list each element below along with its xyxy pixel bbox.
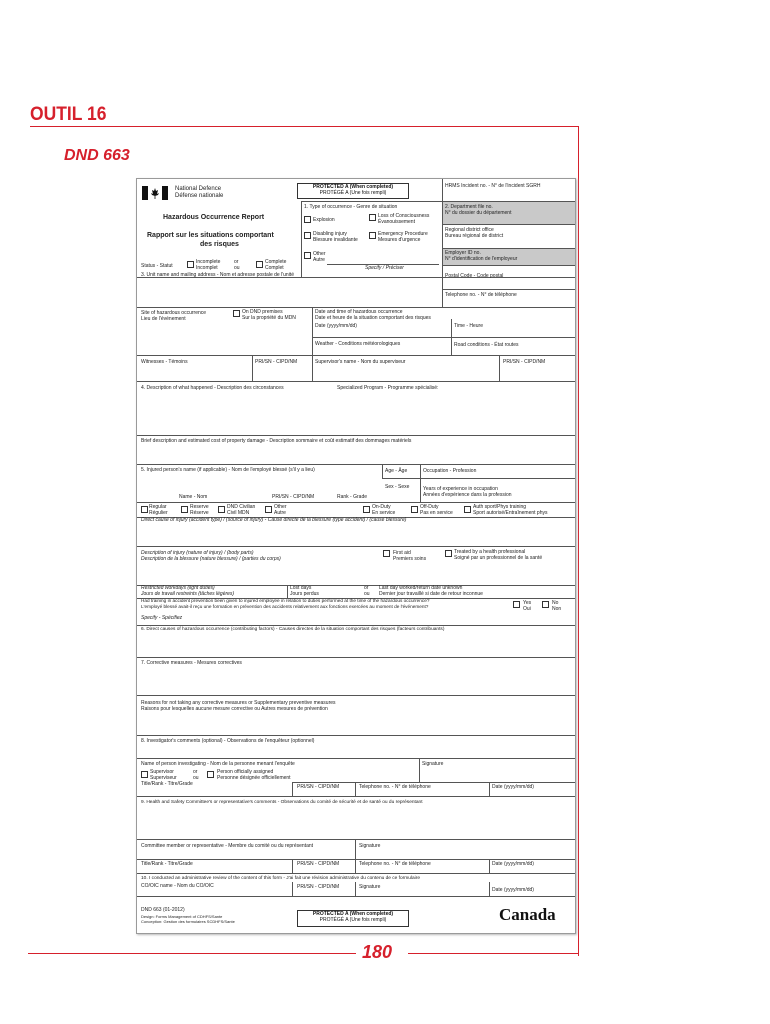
complete-checkbox[interactable]: [256, 261, 263, 268]
page-number: 180: [362, 942, 393, 962]
treated-label-1: Treated by a health professional: [454, 549, 526, 555]
canada-wordmark: Canada: [499, 905, 556, 924]
restricted-label-1: Restricted workdays (light duties): [141, 585, 215, 591]
years-exp-label-1: Years of experience in occupation: [423, 486, 498, 492]
auth-sport-label-1: Auth sport/Phys training: [473, 504, 527, 510]
dept-fr: Défense nationale: [175, 193, 224, 199]
section-label: OUTIL 16: [30, 104, 107, 125]
first-aid-label-2: Premiers soins: [393, 556, 427, 562]
or-label-2: ou: [234, 265, 240, 271]
q10-review-label: 10. I conducted an administrative review of the content of this form - J'ai fait une révision administrative du contenu de ce formulaire: [141, 876, 421, 881]
incomplete-checkbox[interactable]: [187, 261, 194, 268]
co-name-label: CO/OIC name - Nom du CO/OIC: [141, 883, 214, 889]
time-label: Time - Heure: [454, 323, 483, 329]
committee-date-label: Date (yyyy/mm/dd): [492, 861, 534, 867]
years-exp-label-2: Années d'expérience dans la profession: [423, 492, 512, 498]
witnesses-label: Witnesses - Témoins: [141, 359, 188, 365]
on-duty-label-2: En service: [372, 510, 396, 516]
yes-label-1: Yes: [523, 600, 532, 606]
regional-label-2: Bureau régional de district: [445, 233, 504, 239]
protected-footer-fr: PROTÉGÉ A (Une fois rempli): [319, 917, 387, 923]
person-officially-checkbox[interactable]: [207, 771, 214, 778]
or-lost-1: or: [364, 585, 369, 591]
investigator-phone-label: Telephone no. - N° de téléphone: [359, 784, 431, 790]
emergency-label-1: Emergency Procedure: [378, 231, 428, 237]
date-label: Date (yyyy/mm/dd): [315, 323, 357, 329]
q4-description-label: 4. Description of what happened - Description des circonstances: [141, 385, 284, 391]
q3-unit-label: 3. Unit name and mailing address - Nom et adresse postale de l'unité: [141, 272, 294, 278]
form-number-label: DND 663 (01-2012): [141, 907, 185, 913]
off-duty-label-1: Off-Duty: [420, 504, 439, 510]
last-day-label-2: Dernier jour travaillé si date de retour inconnue: [379, 591, 483, 597]
co-date-label: Date (yyyy/mm/dd): [492, 887, 534, 893]
complete-label-1: Complete: [265, 259, 287, 265]
other-label-2: Autre: [313, 257, 325, 263]
reserve-label-2: Réserve: [190, 510, 209, 516]
hazardous-occurrence-form: [136, 178, 576, 934]
training-question-1: Had training in accident prevention been given to injured employee in relation to duties performed at the time of the hazardous occurrence?: [141, 598, 430, 603]
reserve-checkbox[interactable]: [181, 506, 188, 513]
on-duty-checkbox[interactable]: [363, 506, 370, 513]
other-employee-label-2: Autre: [274, 510, 286, 516]
complete-label-2: Complet: [265, 265, 284, 271]
loss-consciousness-label-1: Loss of Consciousness: [378, 213, 430, 219]
co-signature-label: Signature: [359, 884, 381, 890]
brief-description-label: Brief description and estimated cost of property damage - Description sommaire et coût estimatif des dommages matériels: [141, 438, 412, 444]
form-code-title: DND 663: [64, 147, 130, 164]
other-occurrence-checkbox[interactable]: [304, 252, 311, 259]
loss-consciousness-checkbox[interactable]: [369, 214, 376, 221]
q9-hsc-label: 9. Health and Safety Committee's or representative's comments - Observations du comité de sécurité et de santé ou du représentant: [141, 800, 423, 805]
age-label: Age - Âge: [385, 468, 408, 474]
regular-label-2: Régulier: [149, 510, 168, 516]
no-label-1: No: [552, 600, 559, 606]
disabling-injury-checkbox[interactable]: [304, 232, 311, 239]
status-label: Status - Statut: [141, 263, 173, 269]
injured-pri-label: PRI/SN - CIPD/NM: [272, 494, 315, 500]
protected-footer: [297, 910, 409, 927]
lost-days-label-1: Lost days: [290, 585, 312, 591]
or-sup-2: ou: [193, 775, 199, 781]
emergency-label-2: Mesures d'urgence: [378, 237, 421, 243]
auth-sport-checkbox[interactable]: [464, 506, 471, 513]
dept-file-label-1: 2. Department file no.: [445, 204, 493, 210]
on-dnd-checkbox[interactable]: [233, 310, 240, 317]
investigator-date-label: Date (yyyy/mm/dd): [492, 784, 534, 790]
training-yes-checkbox[interactable]: [513, 601, 520, 608]
other-label-1: Other: [313, 251, 326, 257]
form-title-fr-2: des risques: [200, 241, 239, 248]
on-dnd-label-2: Sur la propriété du MDN: [242, 315, 296, 321]
or-label-1: or: [234, 259, 239, 265]
committee-title-label: Title/Rank - Titre/Grade: [141, 861, 193, 867]
regular-checkbox[interactable]: [141, 506, 148, 513]
explosion-label: Explosion: [313, 217, 335, 223]
protected-en: PROTECTED A (When completed): [312, 184, 394, 190]
canada-flag-icon: [142, 186, 168, 200]
employer-label-2: N° d'identification de l'employeur: [445, 256, 518, 262]
injury-description-label-1: Description of injury (nature of injury) / (body parts): [141, 550, 254, 556]
dnd-civilian-label-1: DND Civilian: [227, 504, 256, 510]
incomplete-label-2: Incomplet: [196, 265, 218, 271]
restricted-label-2: Jours de travail restreints (tâches légères): [141, 591, 235, 597]
q5-injured-label: 5. Injured person's name (if applicable) - Nom de l'employé blessé (s'il y a lieu): [141, 467, 315, 473]
yes-label-2: Oui: [523, 606, 531, 612]
injury-description-label-2: Description de la blessure (nature blessure) / (parties du corps): [141, 556, 281, 562]
protected-footer-en: PROTECTED A (When completed): [312, 911, 394, 917]
regional-label-1: Regional district office: [445, 227, 494, 233]
bottom-rule-right: [408, 953, 578, 954]
disabling-label-2: Blessure invalidante: [313, 237, 358, 243]
employer-label-1: Employer ID no.: [445, 250, 481, 256]
dept-file-label-2: N° du dossier du département: [445, 210, 512, 216]
q1-type-label: 1. Type of occurrence - Genre de situation: [304, 204, 398, 210]
form-title-en: Hazardous Occurrence Report: [163, 214, 265, 221]
on-dnd-label-1: On DND premises: [242, 309, 283, 315]
disabling-label-1: Disabling injury: [313, 231, 347, 237]
name-label: Name - Nom: [179, 494, 208, 500]
investigator-pri-label: PRI/SN - CIPD/NM: [297, 784, 340, 790]
co-pri-label: PRI/SN - CIPD/NM: [297, 884, 340, 890]
header-rule: [30, 126, 578, 127]
hrms-incident-label: HRMS Incident no. - N° de l'incident SGRH: [445, 183, 541, 189]
investigator-title-label: Title/Rank - Titre/Grade: [141, 781, 193, 787]
design-credit-1: Design: Forms Management of CDHFS/Sante: [141, 914, 223, 919]
or-sup-1: or: [193, 769, 198, 775]
committee-member-label: Committee member or representative - Membre du comité ou du représentant: [141, 843, 314, 849]
person-investigating-label: Name of person investigating - Nom de la personne menant l'enquête: [141, 761, 295, 767]
date-time-label-2: Date et heure de la situation comportant des risques: [315, 315, 431, 321]
first-aid-checkbox[interactable]: [383, 550, 390, 557]
treated-label-2: Soigné par un professionnel de la santé: [454, 555, 543, 561]
direct-cause-label: Direct cause of injury (accident type) / (source of injury) - Cause directe de la blessure (type accident) / (cause blessure): [141, 517, 407, 523]
training-question-2: L'employé blessé avait-il reçu une formation en prévention des accidents relativement aux fonctions exercées au moment de l'événement?: [141, 604, 429, 609]
incomplete-label-1: Incomplete: [196, 259, 221, 265]
investigator-signature-label: Signature: [422, 761, 444, 767]
specify-label: Specify / Préciser: [365, 265, 404, 271]
sex-label: Sex - Sexe: [385, 484, 410, 490]
q7-corrective-label: 7. Corrective measures - Mesures correctives: [141, 660, 242, 666]
q8-investigator-label: 8. Investigator's comments (optional) - Observations de l'enquêteur (optionnel): [141, 738, 315, 744]
person-officially-label-2: Personne désignée officiellement: [217, 775, 291, 781]
committee-pri-label: PRI/SN - CIPD/NM: [297, 861, 340, 867]
postal-code-label: Postal Code - Code postal: [445, 273, 504, 279]
first-aid-label-1: First aid: [393, 550, 411, 556]
supervisor-label-1: Supervisor: [150, 769, 174, 775]
site-label-2: Lieu de l'événement: [141, 316, 186, 322]
training-no-checkbox[interactable]: [542, 601, 549, 608]
dnd-civilian-checkbox[interactable]: [218, 506, 225, 513]
supervisor-name-label: Supervisor's name - Nom du superviseur: [315, 359, 406, 365]
supervisor-label-2: Superviseur: [150, 775, 177, 781]
protected-fr: PROTÉGÉ A (Une fois rempli): [319, 190, 387, 196]
rank-label: Rank - Grade: [337, 494, 368, 500]
protected-header: [297, 183, 409, 199]
occupation-label: Occupation - Profession: [423, 468, 477, 474]
person-officially-label-1: Person officially assigned: [217, 769, 274, 775]
committee-phone-label: Telephone no. - N° de téléphone: [359, 861, 431, 867]
on-duty-label-1: On-Duty: [372, 504, 391, 510]
dept-en: National Defence: [175, 186, 222, 192]
lost-days-label-2: Jours perdus: [290, 591, 319, 597]
supervisor-pri-label: PRI/SN - CIPD/NM: [503, 359, 546, 365]
supervisor-checkbox[interactable]: [141, 771, 148, 778]
bottom-rule-left: [28, 953, 356, 954]
off-duty-checkbox[interactable]: [411, 506, 418, 513]
other-employee-label-1: Other: [274, 504, 287, 510]
no-label-2: Non: [552, 606, 562, 612]
telephone-label: Telephone no. - N° de téléphone: [445, 292, 517, 298]
regular-label-1: Regular: [149, 504, 167, 510]
right-margin-rule: [578, 126, 579, 956]
dnd-civilian-label-2: Civil MDN: [227, 510, 250, 516]
other-employee-checkbox[interactable]: [265, 506, 272, 513]
loss-consciousness-label-2: Évanouissement: [378, 219, 415, 225]
reasons-label-2: Raisons pour lesquelles aucune mesure corrective ou Autres mesures de prévention: [141, 706, 328, 712]
specialized-program-label: Specialized Program - Programme spécialisé:: [337, 385, 439, 391]
reasons-label-1: Reasons for not taking any corrective measures or Supplementary preventive measures: [141, 700, 336, 706]
q6-causes-label: 6. Direct causes of hazardous occurrence (contributing factors) - Causes directes de la situation comportant des risques (facteurs contribuants): [141, 627, 445, 632]
weather-label: Weather - Conditions météorologiques: [315, 341, 401, 347]
committee-signature-label: Signature: [359, 843, 381, 849]
emergency-procedure-checkbox[interactable]: [369, 232, 376, 239]
specify-training-label: Specify - Spécifiez: [141, 615, 183, 621]
last-day-label-1: Last day worked/return date unknown: [379, 585, 463, 591]
auth-sport-label-2: Sport autorisé/Entraînement phys: [473, 510, 548, 516]
treated-checkbox[interactable]: [445, 550, 452, 557]
explosion-checkbox[interactable]: [304, 216, 311, 223]
or-lost-2: ou: [364, 591, 370, 597]
design-credit-2: Conception: Gestion des formulaires SCDHFS/Sante: [141, 919, 235, 924]
date-time-label-1: Date and time of hazardous occurrence: [315, 309, 403, 315]
witness-pri-label: PRI/SN - CIPD/NM: [255, 359, 298, 365]
site-label-1: Site of hazardous occurrence: [141, 310, 207, 316]
off-duty-label-2: Pas en service: [420, 510, 453, 516]
reserve-label-1: Reserve: [190, 504, 209, 510]
road-label: Road conditions - État routes: [454, 342, 519, 348]
form-title-fr-1: Rapport sur les situations comportant: [147, 232, 274, 239]
